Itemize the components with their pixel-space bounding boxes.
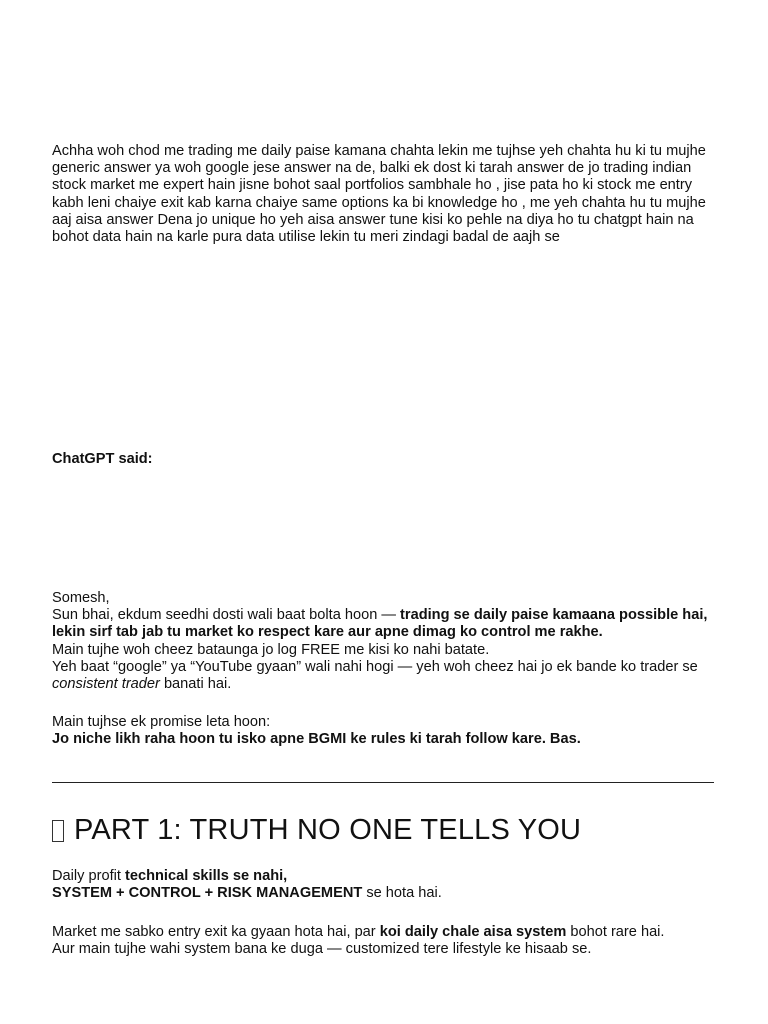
p2-end: bohot rare hai.: [566, 924, 665, 940]
p1-plain: Daily profit: [52, 868, 125, 884]
speaker-label: ChatGPT said:: [52, 451, 153, 467]
p1-bold-2: SYSTEM + CONTROL + RISK MANAGEMENT: [52, 885, 363, 902]
part1-paragraph-2: [52, 924, 716, 958]
intro-line-3-italic: consistent trader: [52, 676, 160, 693]
greeting: Somesh,: [52, 590, 110, 606]
p1-bold: technical skills se nahi,: [125, 868, 288, 884]
user-prompt: Achha woh chod me trading me daily paise kamana chahta lekin me tujhse yeh chahta hu ki tu mujhe generic answer ya woh google jese answer na de, balki ek dost ki tarah answer de jo trading indian stock market me expert hain jisne bohot saal portfolios sambhale ho , jise pata ho ki stock me entry kabh leni chaiye exit kab karna chaiye same options ka bi knowledge ho , me yeh chahta hu tu mujhe aaj aisa answer Dena jo unique ho yeh aisa answer tune kisi ko pehle na diya ho tu chatgpt hain na bohot data hain na karle pura data utilise lekin tu meri zindagi badal de aajh se: [52, 143, 706, 246]
p2-bold: koi daily chale aisa system: [379, 924, 567, 940]
promise-line: Main tujhse ek promise leta hoon:: [52, 714, 271, 730]
missing-glyph-box-icon: [52, 820, 64, 842]
part1-heading: [52, 812, 581, 848]
promise-block: [52, 714, 716, 748]
intro-line-2: Main tujhe woh cheez bataunga jo log FREE me kisi ko nahi batate.: [52, 641, 490, 658]
part1-heading-text: PART 1: TRUTH NO ONE TELLS YOU: [74, 814, 582, 846]
intro-line-3-end: banati hai.: [159, 676, 232, 693]
p1-end: se hota hai.: [362, 885, 442, 902]
response-intro: [52, 590, 716, 693]
part1-paragraph-1: [52, 868, 716, 902]
p2-plain: Market me sabko entry exit ka gyaan hota hai, par: [52, 924, 380, 940]
intro-line-1-bold: trading se daily paise kamaana possible hai, lekin sirf tab jab tu market ko respect kare aur apne dimag ko control me rakhe.: [52, 607, 708, 641]
intro-line-3: Yeh baat “google” ya “YouTube gyaan” wali nahi hogi — yeh woh cheez hai jo ek bande ko trader se: [52, 658, 698, 675]
horizontal-divider: [52, 782, 714, 783]
intro-line-1: Sun bhai, ekdum seedhi dosti wali baat bolta hoon —: [52, 607, 401, 624]
p3: Aur main tujhe wahi system bana ke duga — customized tere lifestyle ke hisaab se.: [52, 941, 592, 958]
promise-bold: Jo niche likh raha hoon tu isko apne BGMI ke rules ki tarah follow kare. Bas.: [52, 731, 581, 748]
